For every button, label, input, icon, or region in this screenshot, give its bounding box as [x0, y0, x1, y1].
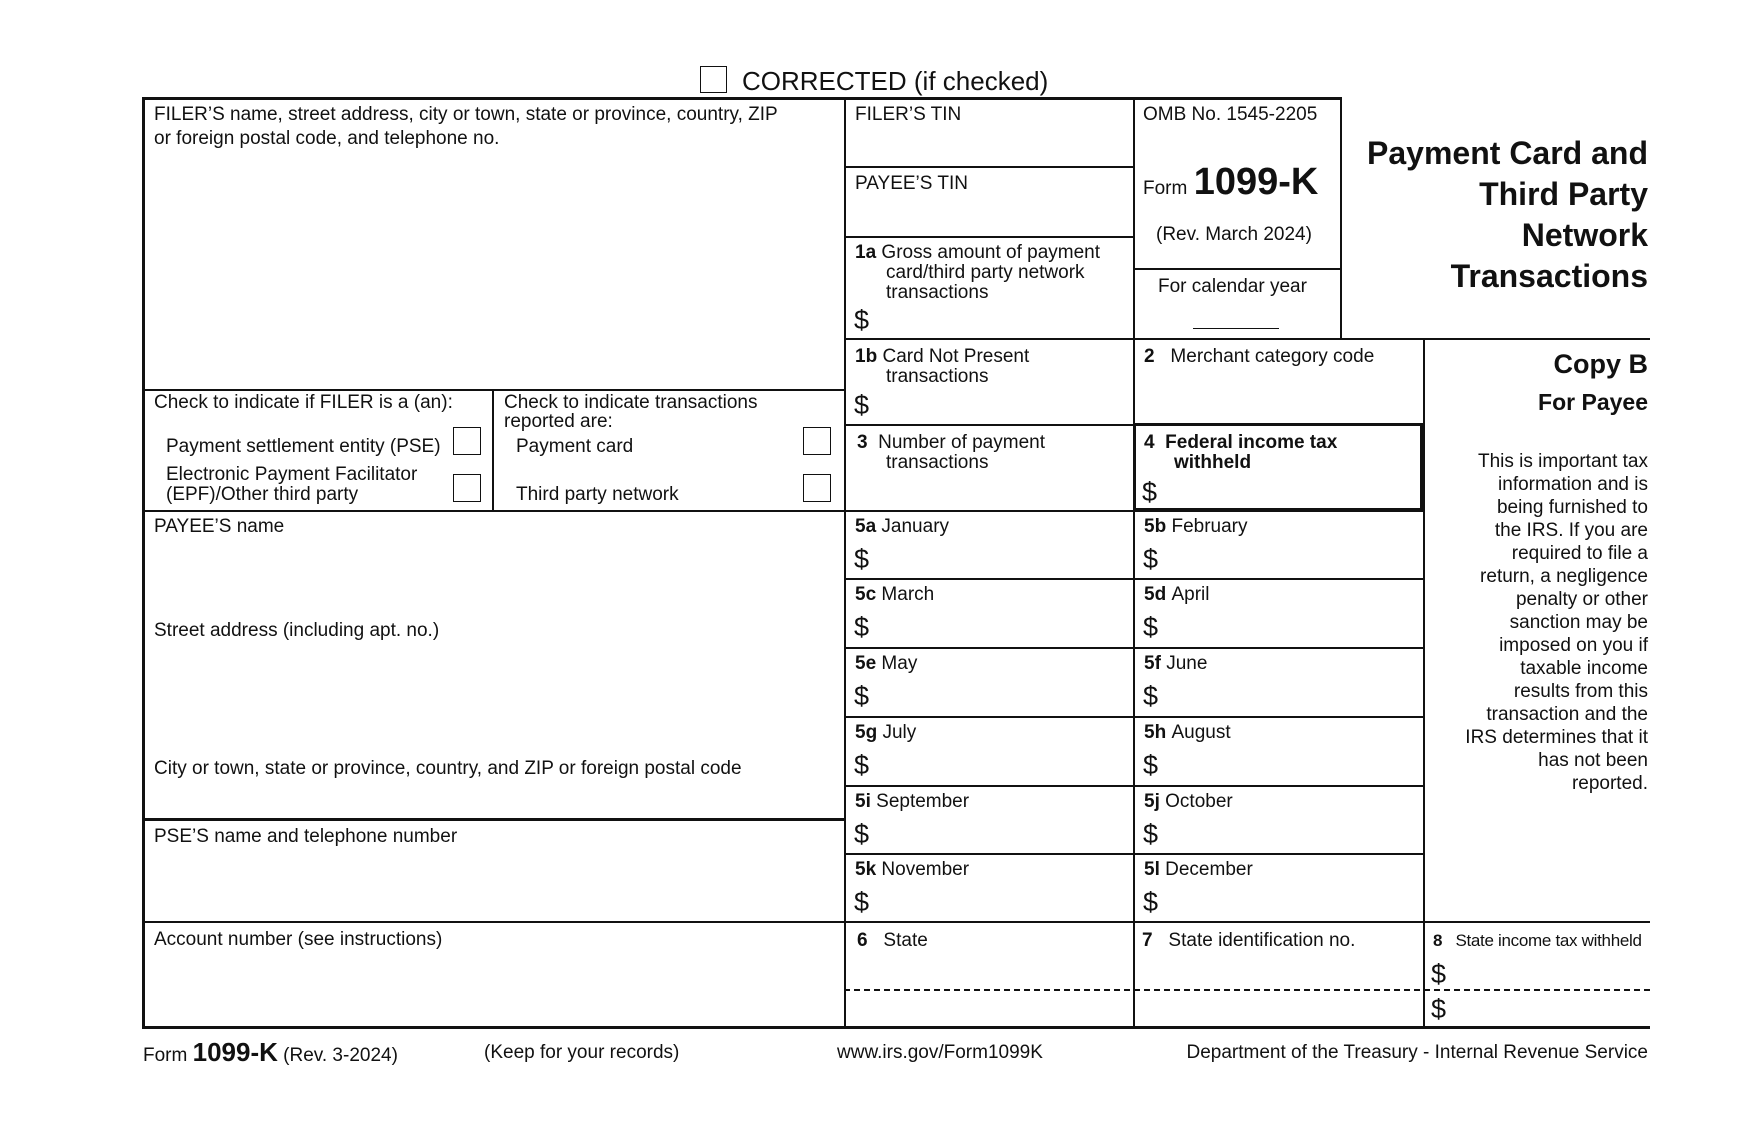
- box5k-label: 5k November: [855, 859, 970, 880]
- notice-line: has not been: [1538, 750, 1648, 771]
- city-label: City or town, state or province, country, and ZIP or foreign postal code: [154, 758, 742, 779]
- payment-card-checkbox[interactable]: [803, 427, 831, 455]
- form-id: Form 1099-K: [1143, 161, 1319, 203]
- for-payee-label: For Payee: [1538, 389, 1648, 415]
- box5g-field[interactable]: [876, 751, 1128, 779]
- notice-line: reported.: [1571, 773, 1648, 794]
- box5c-dollar: $: [854, 612, 870, 642]
- pse-label: Payment settlement entity (PSE): [166, 436, 441, 457]
- notice-line: This is important tax: [1478, 451, 1648, 472]
- third-party-network-checkbox[interactable]: [803, 474, 831, 502]
- third-party-network-label: Third party network: [516, 484, 679, 505]
- box6-field[interactable]: [850, 954, 1128, 986]
- notice-line: being furnished to: [1496, 497, 1648, 518]
- filer-tin-label: FILER’S TIN: [855, 104, 962, 125]
- notice-line: required to file a: [1511, 543, 1648, 564]
- box5c-label: 5c March: [855, 584, 935, 605]
- notice-line: IRS determines that it: [1465, 727, 1648, 748]
- box5d-field[interactable]: [1165, 613, 1417, 641]
- box7-label: 7 State identification no.: [1142, 930, 1356, 951]
- box5h-field[interactable]: [1165, 751, 1417, 779]
- box5a-label: 5a January: [855, 516, 950, 537]
- notice-line: imposed on you if: [1499, 635, 1648, 656]
- box5e-label: 5e May: [855, 653, 918, 674]
- box5e-dollar: $: [854, 681, 870, 711]
- pse-checkbox[interactable]: [453, 427, 481, 455]
- box5l-dollar: $: [1143, 887, 1159, 917]
- corrected-checkbox[interactable]: [700, 66, 727, 93]
- account-number-field[interactable]: [150, 953, 838, 1021]
- box6-label: 6 State: [857, 930, 928, 951]
- filer-name-label-2: or foreign postal code, and telephone no.: [154, 128, 500, 149]
- box4-dollar: $: [1142, 477, 1158, 507]
- box3-label: 3 Number of payment: [857, 432, 1045, 453]
- pse-name-label: PSE’S name and telephone number: [154, 826, 458, 847]
- form-title: Payment Card and Third Party Network Transactions: [1367, 135, 1648, 294]
- notice-line: taxable income: [1520, 658, 1648, 679]
- box5k-field[interactable]: [876, 888, 1128, 916]
- box7-field[interactable]: [1140, 954, 1418, 986]
- filer-type-label: Check to indicate if FILER is a (an):: [154, 392, 453, 413]
- box5f-label: 5f June: [1144, 653, 1208, 674]
- box3-label-2: transactions: [886, 452, 989, 473]
- street-address-label: Street address (including apt. no.): [154, 620, 440, 641]
- box5h-label: 5h August: [1144, 722, 1231, 743]
- box1a-field[interactable]: [876, 306, 1128, 334]
- box5i-label: 5i September: [855, 791, 970, 812]
- important-tax-notice: [1465, 450, 1648, 795]
- box2-field[interactable]: [1140, 370, 1418, 418]
- payee-name-field[interactable]: [150, 540, 838, 612]
- box8-dollar-2: $: [1431, 994, 1447, 1024]
- box5b-label: 5b February: [1144, 516, 1248, 537]
- box5g-dollar: $: [854, 750, 870, 780]
- box8-dollar: $: [1431, 959, 1447, 989]
- epf-label-2: (EPF)/Other third party: [166, 484, 359, 505]
- box3-field[interactable]: [850, 476, 1128, 506]
- box5j-label: 5j October: [1144, 791, 1233, 812]
- box5g-label: 5g July: [855, 722, 917, 743]
- box2-label: 2 Merchant category code: [1144, 346, 1375, 367]
- box8-label: 8 State income tax withheld: [1433, 931, 1642, 950]
- corrected-label: CORRECTED (if checked): [742, 66, 1049, 96]
- epf-checkbox[interactable]: [453, 474, 481, 502]
- notice-line: penalty or other: [1515, 589, 1648, 610]
- footer-url[interactable]: www.irs.gov/Form1099K: [837, 1042, 1043, 1063]
- footer-form-id: Form 1099-K (Rev. 3-2024): [143, 1037, 398, 1067]
- transaction-type-label-2: reported are:: [504, 411, 613, 432]
- notice-line: sanction may be: [1509, 612, 1648, 633]
- box1b-field[interactable]: [876, 391, 1128, 419]
- omb-number: OMB No. 1545-2205: [1143, 104, 1318, 125]
- box5f-field[interactable]: [1165, 682, 1417, 710]
- box5b-field[interactable]: [1165, 545, 1417, 573]
- box5d-label: 5d April: [1144, 584, 1210, 605]
- pse-name-field[interactable]: [150, 850, 838, 916]
- filer-tin-field[interactable]: [850, 126, 1128, 162]
- box5j-dollar: $: [1143, 819, 1159, 849]
- box1b-label-2: transactions: [886, 366, 989, 387]
- city-field[interactable]: [150, 782, 838, 814]
- box4-label-2: withheld: [1174, 452, 1252, 473]
- box5l-field[interactable]: [1165, 888, 1417, 916]
- box5l-label: 5l December: [1144, 859, 1253, 880]
- street-address-field[interactable]: [150, 644, 838, 754]
- footer-department: Department of the Treasury - Internal Revenue Service: [1186, 1042, 1648, 1063]
- box7-field-2[interactable]: [1140, 994, 1418, 1022]
- calendar-year-label: For calendar year: [1158, 276, 1307, 297]
- notice-line: transaction and the: [1486, 704, 1648, 725]
- box4-label: 4 Federal income tax: [1144, 432, 1338, 453]
- payment-card-label: Payment card: [516, 436, 634, 457]
- box1b-dollar: $: [854, 390, 870, 420]
- box5d-dollar: $: [1143, 612, 1159, 642]
- box5a-dollar: $: [854, 544, 870, 574]
- box5k-dollar: $: [854, 887, 870, 917]
- box5h-dollar: $: [1143, 750, 1159, 780]
- payee-tin-label: PAYEE’S TIN: [855, 173, 968, 194]
- box1a-label: 1a Gross amount of payment: [855, 242, 1101, 263]
- box5i-field[interactable]: [876, 820, 1128, 848]
- calendar-year-field[interactable]: [1193, 328, 1279, 329]
- copy-label: Copy B: [1553, 349, 1648, 379]
- form-revision: (Rev. March 2024): [1156, 224, 1312, 245]
- box5b-dollar: $: [1143, 544, 1159, 574]
- filer-name-field[interactable]: [150, 152, 838, 384]
- notice-line: return, a negligence: [1480, 566, 1648, 587]
- box1a-dollar: $: [854, 305, 870, 335]
- box5f-dollar: $: [1143, 681, 1159, 711]
- payee-tin-field[interactable]: [850, 196, 1128, 232]
- notice-line: the IRS. If you are: [1494, 520, 1648, 541]
- box1a-label-3: transactions: [886, 282, 989, 303]
- box1a-label-2: card/third party network: [886, 262, 1085, 283]
- box1b-label: 1b Card Not Present: [855, 346, 1030, 367]
- box5a-field[interactable]: [876, 545, 1128, 573]
- box5c-field[interactable]: [876, 613, 1128, 641]
- box5e-field[interactable]: [876, 682, 1128, 710]
- epf-label: Electronic Payment Facilitator: [166, 464, 418, 485]
- box5j-field[interactable]: [1165, 820, 1417, 848]
- payee-name-label: PAYEE’S name: [154, 516, 285, 537]
- box5i-dollar: $: [854, 819, 870, 849]
- footer-keep-records: (Keep for your records): [484, 1042, 680, 1063]
- notice-line: information and is: [1498, 474, 1648, 495]
- account-number-label: Account number (see instructions): [154, 929, 443, 950]
- filer-name-label: FILER’S name, street address, city or town, state or province, country, ZIP: [154, 104, 778, 125]
- box8-field-2[interactable]: [1452, 994, 1648, 1022]
- transaction-type-label: Check to indicate transactions: [504, 392, 758, 413]
- notice-line: results from this: [1513, 681, 1648, 702]
- box4-field[interactable]: [1164, 478, 1416, 506]
- box6-field-2[interactable]: [850, 994, 1128, 1022]
- box8-field[interactable]: [1452, 958, 1648, 986]
